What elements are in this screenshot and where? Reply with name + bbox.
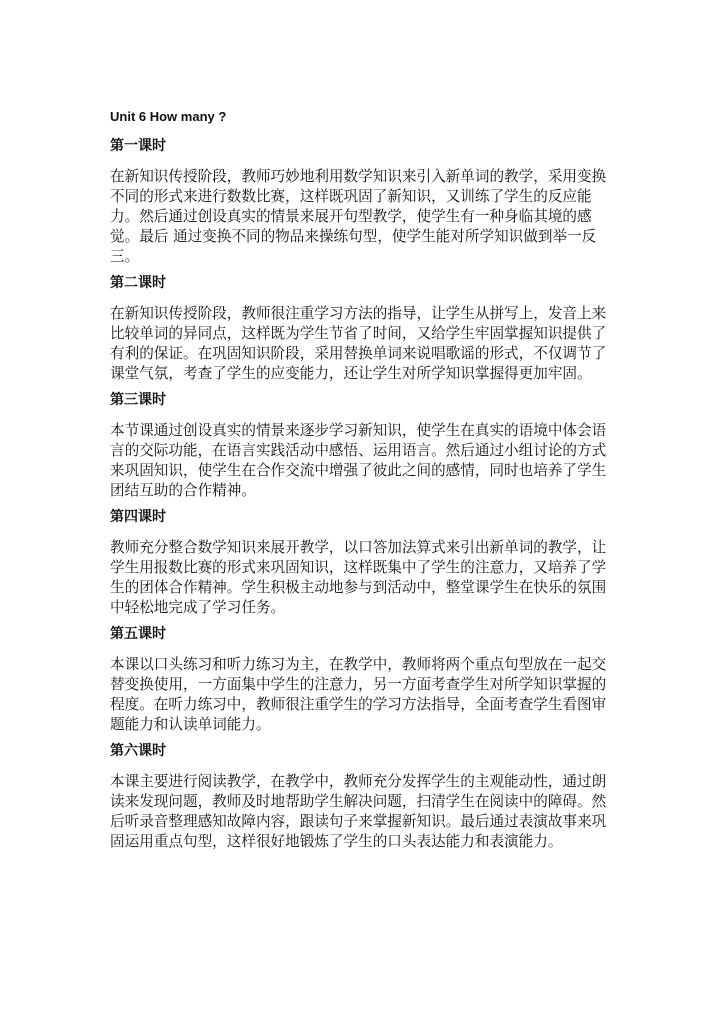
section-heading: 第一课时 xyxy=(110,138,166,154)
document-title: Unit 6 How many ? xyxy=(110,109,227,124)
paragraph-line: 有利的保证。在巩固知识阶段，采用替换单词来说唱歌谣的形式，不仅调节了 xyxy=(110,345,607,362)
section-heading: 第四课时 xyxy=(110,509,166,525)
paragraph-line: 程度。在听力练习中，教师很注重学生的学习方法指导，全面考查学生看图审 xyxy=(110,696,607,713)
section-heading: 第二课时 xyxy=(110,275,166,291)
paragraph-line: 力。然后通过创设真实的情景来展开句型教学，使学生有一种身临其境的感 xyxy=(110,208,592,225)
section-paragraph xyxy=(110,538,630,618)
section-heading: 第三课时 xyxy=(110,392,166,408)
paragraph-line: 觉。最后 通过变换不同的物品来操练句型，使学生能对所学知识做到举一反 xyxy=(110,228,597,245)
section-paragraph xyxy=(110,304,630,384)
paragraph-line: 课堂气氛，考查了学生的应变能力，还让学生对所学知识掌握得更加牢固。 xyxy=(110,365,592,382)
paragraph-line: 固运用重点句型，这样很好地锻炼了学生的口头表达能力和表演能力。 xyxy=(110,833,563,850)
paragraph-line: 生的团体合作精神。学生积极主动地参与到活动中，整堂课学生在快乐的氛围 xyxy=(110,579,607,596)
paragraph-line: 后听录音整理感知故障内容，跟读句子来掌握新知识。最后通过表演故事来巩 xyxy=(110,813,607,830)
section-paragraph xyxy=(110,167,630,267)
paragraph-line: 团结互助的合作精神。 xyxy=(110,482,256,499)
paragraph-line: 来巩固知识，使学生在合作交流中增强了彼此之间的感情，同时也培养了学生 xyxy=(110,462,607,479)
paragraph-line: 本课以口头练习和听力练习为主，在教学中，教师将两个重点句型放在一起交 xyxy=(110,656,607,673)
paragraph-line: 三。 xyxy=(110,248,140,265)
paragraph-line: 在新知识传授阶段，教师很注重学习方法的指导，让学生从拼写上，发音上来 xyxy=(110,305,607,322)
section-paragraph xyxy=(110,421,630,501)
document-page xyxy=(110,107,630,858)
section-paragraph xyxy=(110,655,630,735)
paragraph-line: 言的交际功能，在语言实践活动中感悟、运用语言。然后通过小组讨论的方式 xyxy=(110,442,607,459)
paragraph-line: 本节课通过创设真实的情景来逐步学习新知识，使学生在真实的语境中体会语 xyxy=(110,422,607,439)
paragraph-line: 题能力和认读单词能力。 xyxy=(110,716,271,733)
paragraph-line: 不同的形式来进行数数比赛，这样既巩固了新知识，又训练了学生的反应能 xyxy=(110,188,592,205)
lesson-sections xyxy=(110,136,630,852)
section-heading: 第五课时 xyxy=(110,626,166,642)
paragraph-line: 中轻松地完成了学习任务。 xyxy=(110,599,286,616)
paragraph-line: 替变换使用，一方面集中学生的注意力，另一方面考查学生对所学知识掌握的 xyxy=(110,676,607,693)
paragraph-line: 本课主要进行阅读教学，在教学中，教师充分发挥学生的主观能动性，通过朗 xyxy=(110,773,607,790)
paragraph-line: 读来发现问题，教师及时地帮助学生解决问题，扫清学生在阅读中的障碍。然 xyxy=(110,793,607,810)
paragraph-line: 比较单词的异同点，这样既为学生节省了时间，又给学生牢固掌握知识提供了 xyxy=(110,325,607,342)
paragraph-line: 学生用报数比赛的形式来巩固知识，这样既集中了学生的注意力，又培养了学 xyxy=(110,559,607,576)
paragraph-line: 在新知识传授阶段，教师巧妙地利用数学知识来引入新单词的教学，采用变换 xyxy=(110,168,607,185)
section-paragraph xyxy=(110,772,630,852)
section-heading: 第六课时 xyxy=(110,743,166,759)
paragraph-line: 教师充分整合数学知识来展开教学，以口答加法算式来引出新单词的教学，让 xyxy=(110,539,607,556)
